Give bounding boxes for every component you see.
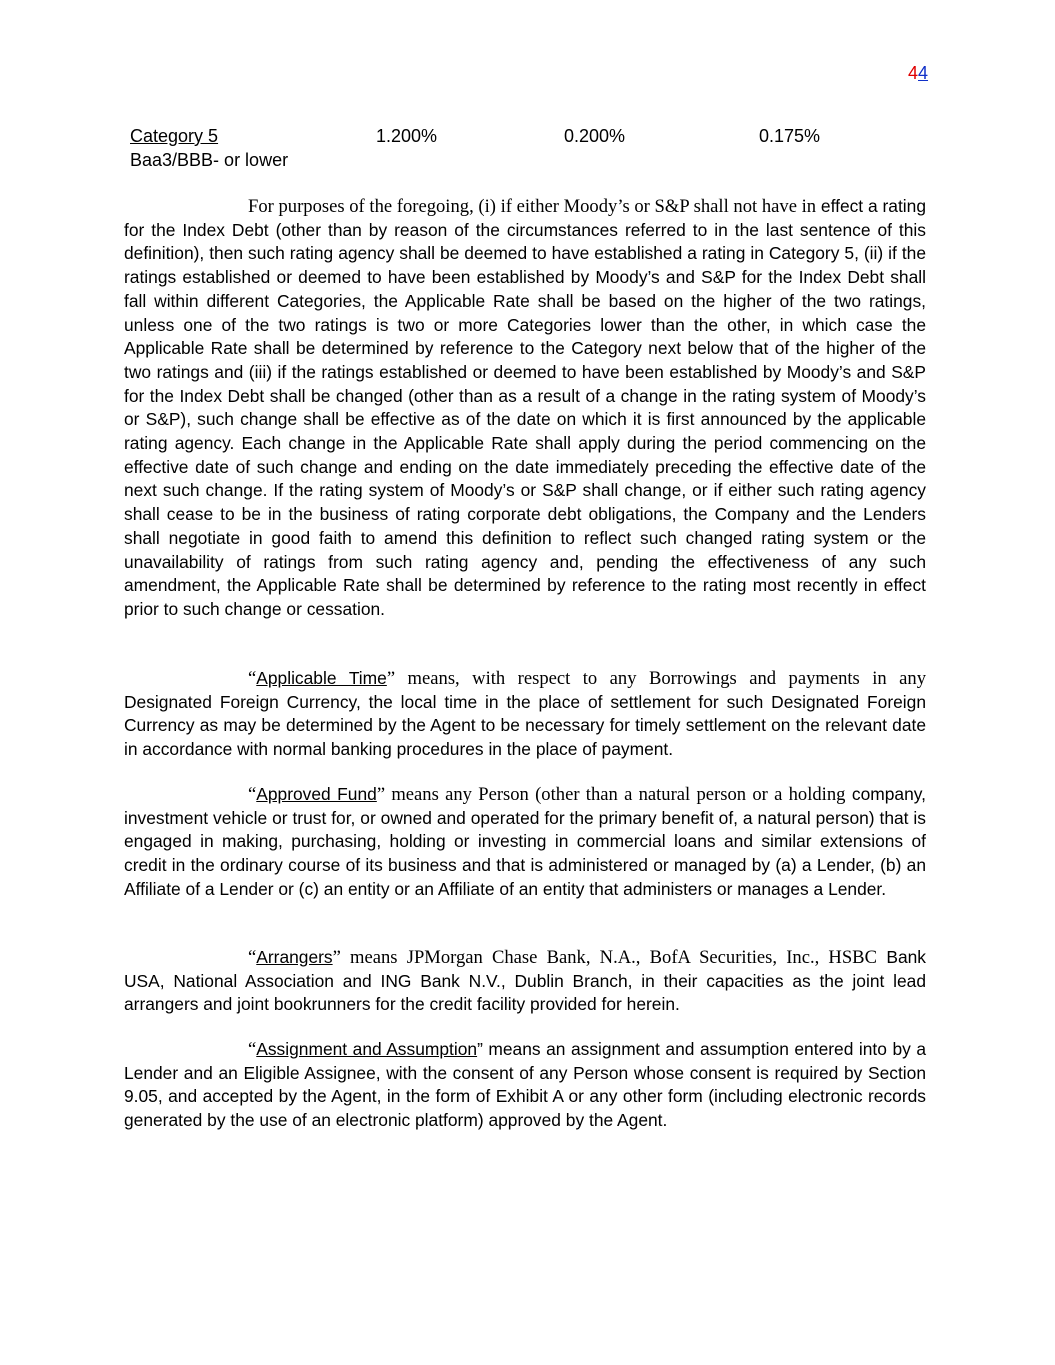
open-quote: “	[248, 668, 257, 689]
rate-column-2: 0.200%	[564, 126, 626, 146]
category-rating: Baa3/BBB- or lower	[130, 150, 289, 170]
definition-approved-fund	[124, 783, 926, 902]
definition-assignment-and-assumption	[124, 1038, 926, 1133]
paragraph-lead: ” means any Person (other than a natural person or a holding	[376, 784, 846, 805]
paragraph-lead: ” means JPMorgan Chase Bank, N.A., BofA Securities, Inc., HSBC	[332, 947, 877, 968]
defined-term: Assignment and Assumption	[256, 1039, 478, 1059]
paragraph-lead: ” means, with respect to any Borrowings and payments in any	[386, 668, 927, 689]
open-quote: “	[248, 784, 257, 805]
rate-column-3: 0.175%	[759, 126, 821, 146]
paragraph-lead: For purposes of the foregoing, (i) if either Moody’s or S&P shall not have in	[248, 196, 817, 217]
open-quote: “	[248, 947, 257, 968]
page-number	[908, 63, 928, 84]
paragraph-body: by a Lender and an Eligible Assignee, with the consent of any Person whose consent is required by Section 9.05, and accepted by the Agent, in the form of Exhibit A or any other form (including electronic records generated by the use of an electronic platform) approved by the Agent.	[124, 1039, 927, 1131]
page-number-inserted: 4	[918, 63, 929, 83]
paragraph-lead: ” means an assignment and assumption entered into	[477, 1039, 887, 1059]
defined-term: Arrangers	[256, 947, 333, 967]
category-name: Category 5	[130, 126, 219, 146]
definition-arrangers	[124, 946, 926, 1017]
definition-applicable-time	[124, 667, 926, 762]
paragraph-body: Designated Foreign Currency, the local time in the place of settlement for such Designated Foreign Currency as may be determined by the Agent to be necessary for timely settlement on the relevant date in accordance with normal banking procedures in the place of payment.	[124, 691, 926, 760]
rate-column-1: 1.200%	[376, 126, 438, 146]
page-number-deleted: 4	[908, 63, 919, 83]
paragraph-body: company, investment vehicle or trust for, or owned and operated for the primary benefit of, a natural person) that is engaged in making, purchasing, holding or investing in commercial loans and similar extensions of credit in the ordinary course of its business and that is administered or managed by (a) a Lender, (b) an Affiliate of a Lender or (c) an entity or an Affiliate of an entity that administers or manages a Lender.	[124, 784, 926, 899]
paragraph-body: effect a rating for the Index Debt (other than by reason of the circumstances referred to in the last sentence of this definition), then such rating agency shall be deemed to have established a rating in Category 5, (ii) if the ratings established or deemed to have been established by Moody’s and S&P for the Index Debt shall fall within different Categories, the Applicable Rate shall be based on the higher of the two ratings, unless one of the two ratings is two or more Categories lower than the other, in which case the Applicable Rate shall be determined by reference to the Category next below that of the higher of the two ratings and (iii) if the ratings established or deemed to have been established by Moody’s and S&P for the Index Debt shall be changed (other than as a result of a change in the rating system of Moody’s or S&P), such change shall be effective as of the date on which it is first announced by the applicable rating agency. Each change in the Applicable Rate shall apply during the period commencing on the effective date of such change and ending on the date immediately preceding the effective date of the next such change. If the rating system of Moody’s or S&P shall change, or if either such rating agency shall cease to be in the business of rating corporate debt obligations, the Company and the Lenders shall negotiate in good faith to amend this definition to reflect such changed rating system or the unavailability of ratings from such rating agency and, pending the effectiveness of any such amendment, the Applicable Rate shall be determined by reference to the rating most recently in effect prior to such change or cessation.	[124, 196, 927, 619]
defined-term: Applicable Time	[256, 668, 387, 688]
paragraph-rating-rules	[124, 195, 926, 622]
open-quote: “	[248, 1039, 257, 1060]
paragraph-body: Bank USA, National Association and ING Bank N.V., Dublin Branch, in their capacities as the joint lead arrangers and joint bookrunners for the credit facility provided for herein.	[124, 947, 926, 1015]
defined-term: Approved Fund	[256, 784, 377, 804]
